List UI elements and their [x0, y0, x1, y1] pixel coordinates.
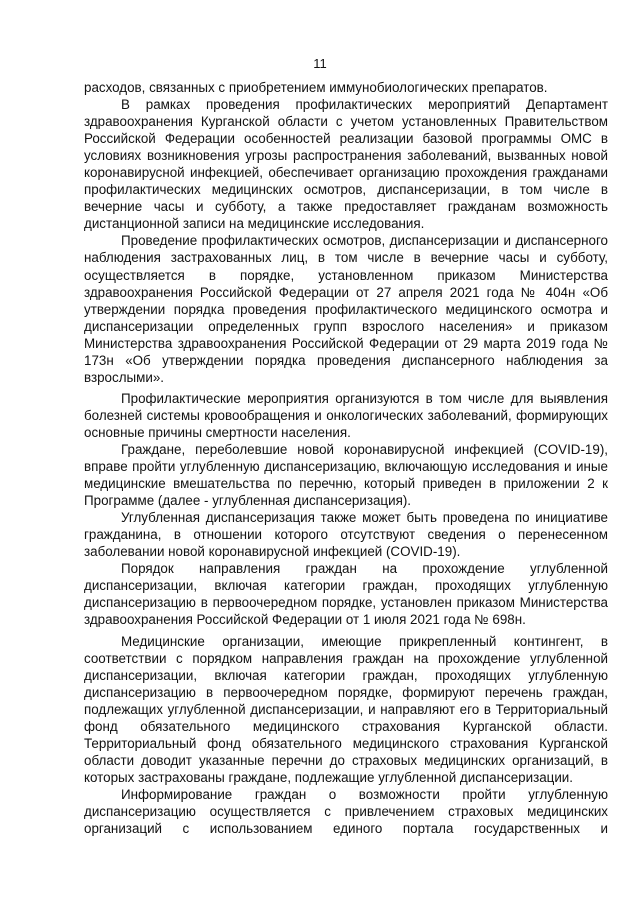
page-number: 11: [313, 56, 327, 71]
document-body: [84, 79, 608, 837]
paragraph-8: Медицинские организации, имеющие прикрепленный контингент, в соответствии с порядком направления граждан на прохождение углубленной диспансеризации, включая категории граждан, проходящих углубленную диспансеризацию в первоочередном порядке, формируют перечень граждан, подлежащих углубленной диспансеризации, и направляют его в Территориальный фонд обязательного медицинского страхования Курганской области. Территориальный фонд обязательного медицинского страхования Курганской области доводит указанные перечни до страховых медицинских организаций, в которых застрахованы граждане, подлежащие углубленной диспансеризации.: [84, 633, 608, 785]
paragraph-5: Граждане, переболевшие новой коронавирусной инфекцией (COVID-19), вправе пройти углубленную диспансеризацию, включающую исследования и иные медицинские вмешательства по перечню, который приведен в приложении 2 к Программе (далее - углубленная диспансеризация).: [84, 441, 608, 509]
paragraph-4: Профилактические мероприятия организуются в том числе для выявления болезней системы кровообращения и онкологических заболеваний, формирующих основные причины смертности населения.: [84, 390, 608, 440]
paragraph-6: Углубленная диспансеризация также может быть проведена по инициативе гражданина, в отношении которого отсутствуют сведения о перенесенном заболевании новой коронавирусной инфекцией (COVID-19).: [84, 510, 608, 560]
paragraph-2: В рамках проведения профилактических мероприятий Департамент здравоохранения Курганской области с учетом установленных Правительством Российской Федерации особенностей реализации базовой программы ОМС в условиях возникновения угрозы распространения заболеваний, вызванных новой коронавирусной инфекцией, обеспечивает организацию прохождения гражданами профилактических медицинских осмотров, диспансеризации, в том числе в вечерние часы и субботу, а также предоставляет гражданам возможность дистанционной записи на медицинские исследования.: [84, 97, 608, 232]
paragraph-7: Порядок направления граждан на прохождение углубленной диспансеризации, включая категории граждан, проходящих углубленную диспансеризацию в первоочередном порядке, установлен приказом Министерства здравоохранения Российской Федерации от 1 июля 2021 года № 698н.: [84, 561, 608, 628]
paragraph-1: расходов, связанных с приобретением иммунобиологических препаратов.: [84, 80, 548, 95]
paragraph-9: Информирование граждан о возможности пройти углубленную диспансеризацию осуществляется с привлечением страховых медицинских организаций с использованием единого портала государственных и: [84, 786, 608, 837]
paragraph-3: Проведение профилактических осмотров, диспансеризации и диспансерного наблюдения застрахованных лиц, в том числе в вечерние часы и субботу, осуществляется в порядке, установленном приказом Министерства здравоохранения Российской Федерации от 27 апреля 2021 года № 404н «Об утверждении порядка проведения профилактического медицинского осмотра и диспансеризации определенных групп взрослого населения» и приказом Министерства здравоохранения Российской Федерации от 29 марта 2019 года № 173н «Об утверждении порядка проведения диспансерного наблюдения за взрослыми».: [84, 233, 608, 385]
